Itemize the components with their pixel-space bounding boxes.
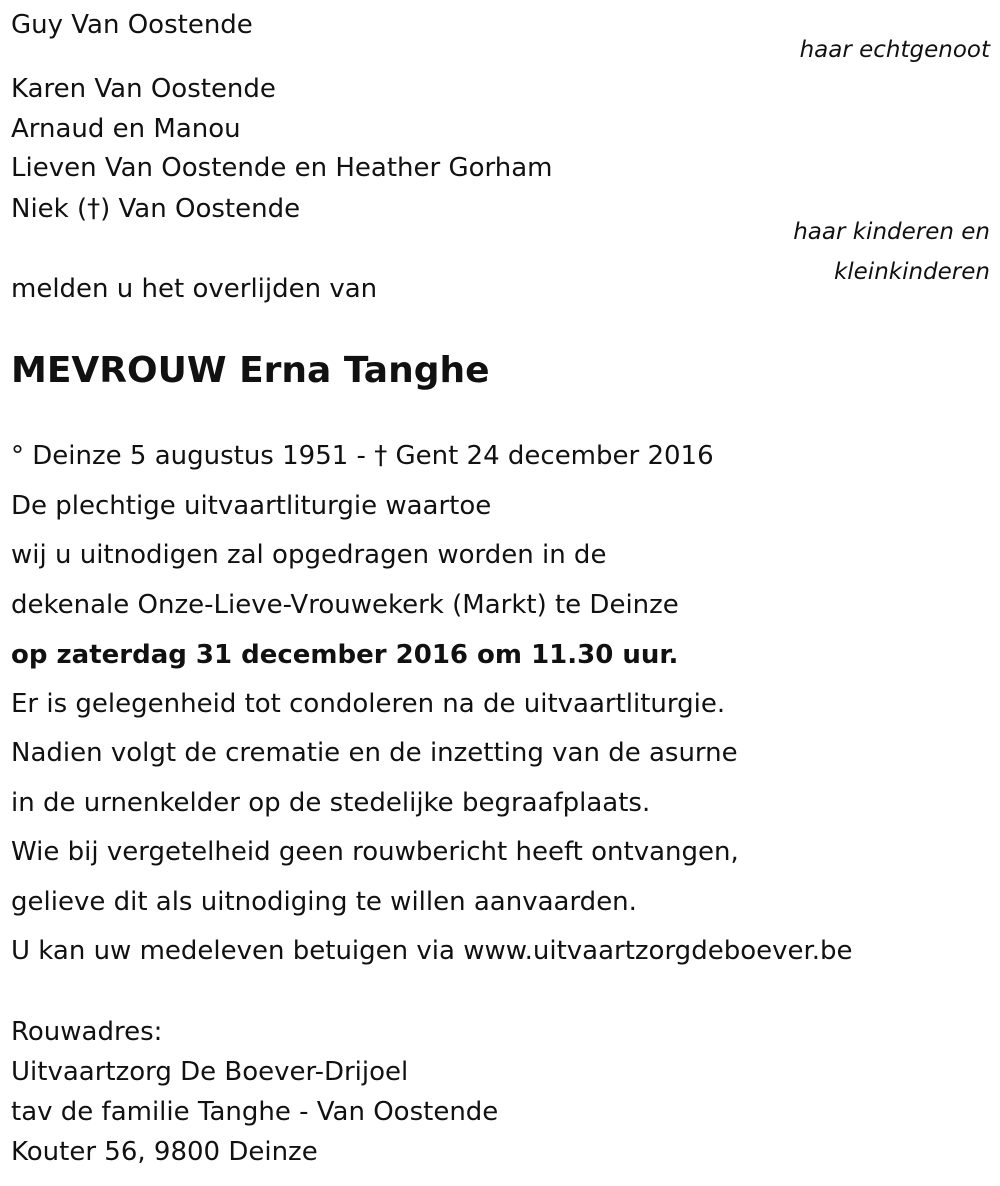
after-line-2: Nadien volgt de crematie en de inzetting van de asurne [11, 738, 738, 768]
ceremony-line-1: De plechtige uitvaartliturgie waartoe [11, 491, 492, 521]
child-line-2: Arnaud en Manou [11, 114, 241, 144]
spouse-name: Guy Van Oostende [11, 10, 253, 40]
after-line-1: Er is gelegenheid tot condoleren na de uitvaartliturgie. [11, 689, 726, 719]
child-line-1: Karen Van Oostende [11, 74, 276, 104]
address-line-3: Kouter 56, 9800 Deinze [11, 1137, 318, 1167]
after-line-3: in de urnenkelder op de stedelijke begraafplaats. [11, 788, 651, 818]
deceased-name: MEVROUW Erna Tanghe [11, 350, 490, 391]
ceremony-line-3: dekenale Onze-Lieve-Vrouwekerk (Markt) te Deinze [11, 590, 679, 620]
ceremony-line-2: wij u uitnodigen zal opgedragen worden in de [11, 540, 607, 570]
address-line-1: Uitvaartzorg De Boever-Drijoel [11, 1057, 409, 1087]
address-line-2: tav de familie Tanghe - Van Oostende [11, 1097, 499, 1127]
children-role-line-1: haar kinderen en [793, 219, 990, 245]
children-role-line-2: kleinkinderen [833, 259, 990, 285]
announcement-text: melden u het overlijden van [11, 274, 378, 304]
condolence-website-line: U kan uw medeleven betuigen via www.uitvaartzorgdeboever.be [11, 936, 853, 966]
child-line-4: Niek (†) Van Oostende [11, 194, 301, 224]
address-label: Rouwadres: [11, 1017, 163, 1047]
after-line-4: Wie bij vergetelheid geen rouwbericht heeft ontvangen, [11, 837, 739, 867]
child-line-3: Lieven Van Oostende en Heather Gorham [11, 153, 553, 183]
birth-death-dates: ° Deinze 5 augustus 1951 - † Gent 24 december 2016 [11, 441, 714, 471]
spouse-role: haar echtgenoot [799, 37, 990, 63]
ceremony-datetime: op zaterdag 31 december 2016 om 11.30 uur. [11, 640, 679, 670]
after-line-5: gelieve dit als uitnodiging te willen aanvaarden. [11, 887, 637, 917]
